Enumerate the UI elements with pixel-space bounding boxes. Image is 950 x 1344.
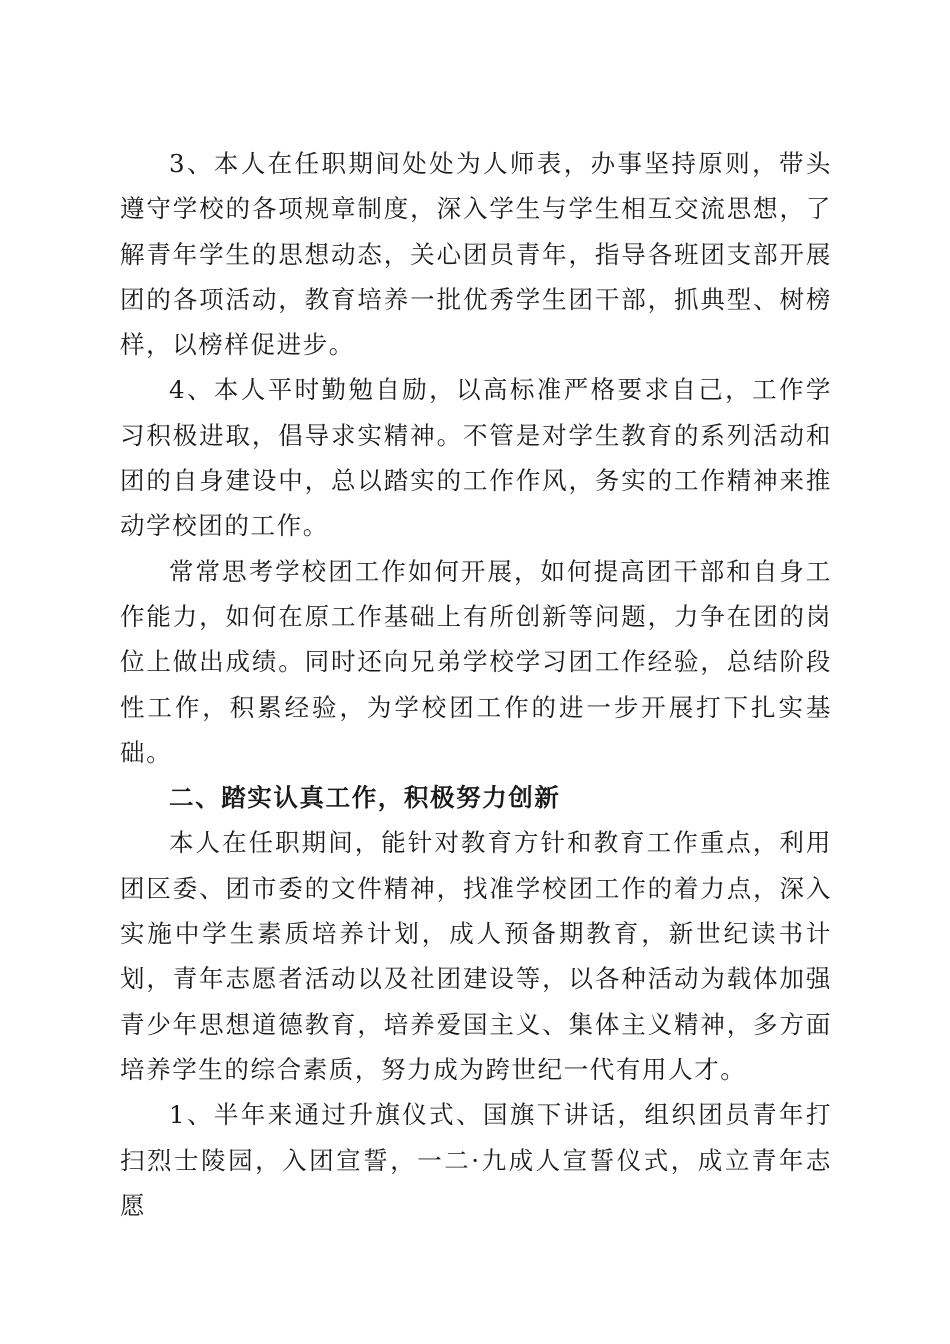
paragraph-reflection: 常常思考学校团工作如何开展，如何提高团干部和自身工作能力，如何在原工作基础上有所创新等问题，力争在团的岗位上做出成绩。同时还向兄弟学校学习团工作经验，总结阶段性工作，积累经验，为学校团工作的进一步开展打下扎实基础。	[120, 556, 832, 767]
paragraph-item-3: 3、本人在任职期间处处为人师表，办事坚持原则，带头遵守学校的各项规章制度，深入学生与学生相互交流思想，了解青年学生的思想动态，关心团员青年，指导各班团支部开展团的各项活动，教育培养一批优秀学生团干部，抓典型、树榜样，以榜样促进步。	[120, 149, 832, 360]
section-intro-paragraph: 本人在任职期间，能针对教育方针和教育工作重点，利用团区委、团市委的文件精神，找准学校团工作的着力点，深入实施中学生素质培养计划，成人预备期教育，新世纪读书计划，青年志愿者活动以及社团建设等，以各种活动为载体加强青少年思想道德教育，培养爱国主义、集体主义精神，多方面培养学生的综合素质，努力成为跨世纪一代有用人才。	[120, 828, 832, 1084]
paragraph-item-1: 1、半年来通过升旗仪式、国旗下讲话，组织团员青年打扫烈士陵园，入团宣誓，一二·九成人宣誓仪式，成立青年志愿	[120, 1100, 832, 1220]
paragraph-item-4: 4、本人平时勤勉自励，以高标准严格要求自己，工作学习积极进取，倡导求实精神。不管是对学生教育的系列活动和团的自身建设中，总以踏实的工作作风，务实的工作精神来推动学校团的工作。	[120, 375, 832, 541]
document-body	[120, 141, 832, 1228]
section-heading: 二、踏实认真工作，积极努力创新	[169, 783, 561, 813]
